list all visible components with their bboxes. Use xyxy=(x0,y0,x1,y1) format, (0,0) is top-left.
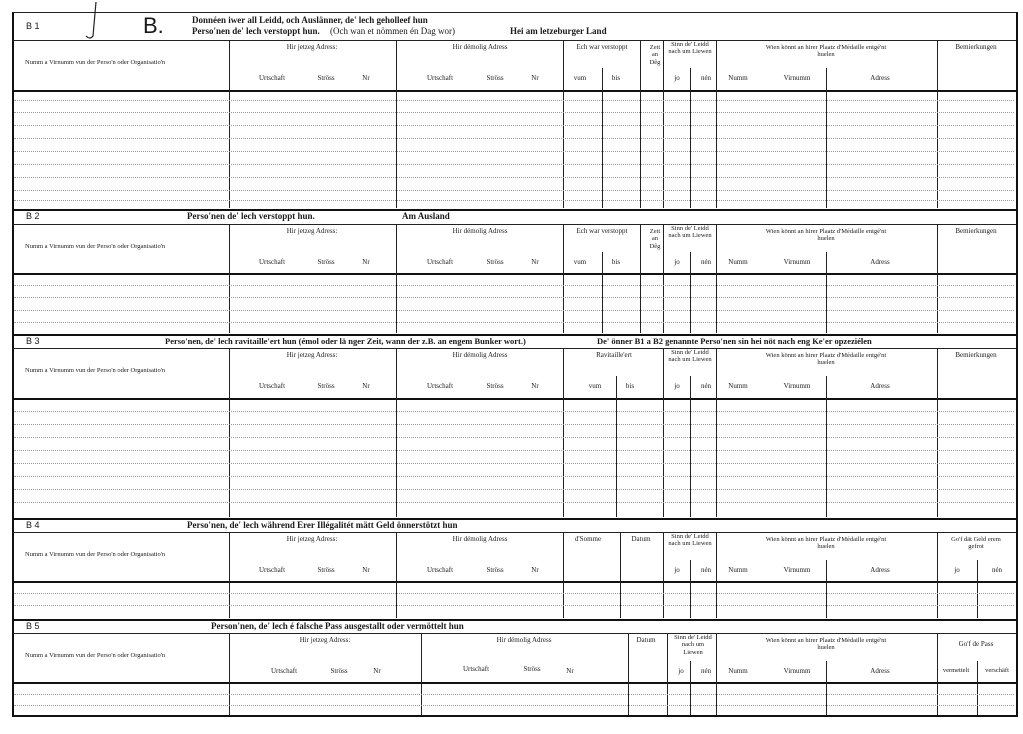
sub-number: Nr xyxy=(362,566,370,574)
entry-row-line xyxy=(14,285,1014,286)
yes-no-rule-right xyxy=(977,661,978,715)
sub-address: Adress xyxy=(870,74,890,82)
sub-issued: vermettelt xyxy=(942,667,970,674)
header-bottom-rule xyxy=(13,90,1016,92)
sub-address: Adress xyxy=(870,667,890,675)
page-right-border xyxy=(1016,12,1018,717)
sub-to: bis xyxy=(625,382,635,390)
section-id: B 4 xyxy=(26,520,40,530)
sub-last-name: Numm xyxy=(728,74,748,82)
sub-made: verschäft xyxy=(985,667,1009,674)
header-name: Numm a Virnumm vun der Perso'n oder Organisatio'n xyxy=(25,551,166,558)
entry-row-line xyxy=(14,190,1014,191)
column-rule xyxy=(229,224,230,333)
sub-number: Nr xyxy=(362,258,370,266)
yes-no-rule xyxy=(690,252,691,333)
header-time: Zeit an Dêg xyxy=(649,44,661,66)
sub-locality-former: Urtschaft xyxy=(426,382,454,390)
sub-street-former: Ströss xyxy=(486,258,504,266)
sub-last-name: Numm xyxy=(728,566,748,574)
header-medal: Wien könnt an hirer Plaatz d'Médaille entgé'nt huelen xyxy=(765,44,887,59)
sub-first-name: Virnumm xyxy=(783,566,811,574)
section-title: Person'nen, de' lech é falsche Pass ausgestallt oder vermöttelt hun xyxy=(211,621,464,631)
sub-number: Nr xyxy=(362,74,370,82)
sub-address: Adress xyxy=(870,382,890,390)
entry-row-line xyxy=(14,177,1014,178)
sub-from: vum xyxy=(588,382,602,390)
sub-last-name: Numm xyxy=(728,258,748,266)
page-bottom-border xyxy=(12,715,1017,717)
header-former-address: Hir démolig Adress xyxy=(496,636,552,644)
sub-no: nén xyxy=(700,258,712,266)
header-current-address: Hir jetzeg Adress: xyxy=(286,227,338,235)
sub-locality-former: Urtschaft xyxy=(426,258,454,266)
header-remarks: Bemierkungen xyxy=(955,351,997,359)
column-rule xyxy=(716,40,717,208)
sub-number: Nr xyxy=(373,667,381,675)
column-rule xyxy=(640,224,641,333)
sub-yes: jo xyxy=(674,382,680,390)
header-survivors: Sinn de' Leidd nach um Liewen xyxy=(668,533,712,548)
column-rule xyxy=(563,348,564,517)
entry-row-line xyxy=(14,125,1014,126)
header-bottom-rule xyxy=(13,682,1016,684)
section-title-place: Am Ausland xyxy=(402,211,450,221)
b1-title-line2: Perso'nen de' lech verstoppt hun. xyxy=(192,26,320,36)
sub-street-former: Ströss xyxy=(486,74,504,82)
column-rule xyxy=(667,633,668,715)
sub-from: vum xyxy=(573,258,587,266)
section-id: B 1 xyxy=(26,21,40,31)
entry-row-line xyxy=(14,151,1014,152)
header-survivors: Sinn de' Leidd nach um Liewen xyxy=(668,41,712,56)
sub-locality: Urtschaft xyxy=(270,667,298,675)
column-rule xyxy=(663,40,664,208)
b1-title-line1: Donnéen iwer all Leidd, och Auslänner, de' lech geholleef hun xyxy=(192,15,428,25)
column-rule xyxy=(396,224,397,333)
sub-to: bis xyxy=(611,258,621,266)
section-top-rule xyxy=(13,619,1016,621)
sub-locality: Urtschaft xyxy=(258,566,286,574)
header-hidden: Ech war verstoppt xyxy=(576,43,628,51)
header-bottom-rule xyxy=(13,398,1016,400)
sub-first-name: Virnumm xyxy=(783,258,811,266)
sub-to: bis xyxy=(611,74,621,82)
header-former-address: Hir démolig Adress xyxy=(452,351,508,359)
column-rule xyxy=(937,224,938,333)
header-date: Datum xyxy=(631,535,651,543)
page-left-border xyxy=(12,12,14,717)
entry-row-line xyxy=(14,164,1014,165)
sub-number-former: Nr xyxy=(531,566,539,574)
header-top-rule xyxy=(13,348,1016,349)
entry-row-line xyxy=(14,138,1014,139)
column-rule xyxy=(716,224,717,333)
sub-no-right: nén xyxy=(991,566,1003,574)
entry-row-line xyxy=(14,605,1014,606)
section-id: B 3 xyxy=(26,336,40,346)
sub-locality: Urtschaft xyxy=(258,258,286,266)
section-top-rule xyxy=(13,209,1016,211)
sub-address: Adress xyxy=(870,258,890,266)
sub-number-former: Nr xyxy=(531,258,539,266)
header-former-address: Hir démolig Adress xyxy=(452,43,508,51)
entry-row-line xyxy=(14,694,1014,695)
entry-row-line xyxy=(14,593,1014,594)
handwritten-mark-icon xyxy=(82,0,102,40)
sub-from: vum xyxy=(573,74,587,82)
sub-number-former: Nr xyxy=(566,667,574,675)
sub-locality-former: Urtschaft xyxy=(462,665,490,673)
column-rule xyxy=(640,40,641,208)
header-current-address: Hir jetzeg Adress: xyxy=(286,535,338,543)
section-title: Perso'nen, de' lech während Erer Illégalitét mätt Geld önnerstötzt hun xyxy=(187,520,458,530)
b1-title-place: Hei am letzeburger Land xyxy=(510,26,607,36)
header-sum: d'Somme xyxy=(574,535,602,543)
from-to-rule xyxy=(602,252,603,333)
section-title: Perso'nen de' lech verstoppt hun. xyxy=(187,211,315,221)
medal-address-rule xyxy=(826,376,827,517)
sub-street: Ströss xyxy=(317,566,335,574)
sub-yes: jo xyxy=(674,258,680,266)
sub-address: Adress xyxy=(870,566,890,574)
sub-last-name: Numm xyxy=(728,667,748,675)
page-letter-b: B. xyxy=(143,13,164,38)
header-top-rule xyxy=(13,633,1016,634)
sub-no: nén xyxy=(700,667,712,675)
header-name: Numm a Virnumm vun der Perso'n oder Organisatio'n xyxy=(25,367,166,374)
column-rule xyxy=(663,348,664,517)
entry-row-line xyxy=(14,310,1014,311)
header-medal: Wien könnt an hirer Plaatz d'Médaille entgé'nt huelen xyxy=(765,637,887,652)
header-current-address: Hir jetzeg Adress: xyxy=(286,43,338,51)
yes-no-rule xyxy=(690,560,691,618)
sub-first-name: Virnumm xyxy=(783,382,811,390)
from-to-rule xyxy=(616,376,617,517)
entry-row-line xyxy=(14,450,1014,451)
header-medal: Wien könnt an hirer Plaatz d'Médaille entgé'nt huelen xyxy=(765,352,887,367)
sub-locality: Urtschaft xyxy=(258,382,286,390)
header-top-rule xyxy=(13,224,1016,225)
entry-row-line xyxy=(14,322,1014,323)
column-rule xyxy=(716,633,717,715)
header-current-address: Hir jetzeg Adress: xyxy=(286,351,338,359)
column-rule xyxy=(229,348,230,517)
sub-street-former: Ströss xyxy=(523,665,541,673)
sub-street: Ströss xyxy=(330,667,348,675)
header-name: Numm a Virnumm vun der Perso'n oder Organisatio'n xyxy=(25,59,166,66)
sub-street: Ströss xyxy=(317,74,335,82)
entry-row-line xyxy=(14,411,1014,412)
header-time: Zeit an Dêg xyxy=(649,228,661,250)
header-remarks: Bemierkungen xyxy=(955,43,997,51)
medal-address-rule xyxy=(826,252,827,333)
sub-yes: jo xyxy=(674,566,680,574)
yes-no-rule-right xyxy=(977,560,978,618)
section-top-rule xyxy=(13,518,1016,520)
medal-address-rule xyxy=(826,560,827,618)
header-name: Numm a Virnumm vun der Perso'n oder Organisatio'n xyxy=(25,652,166,659)
sub-street-former: Ströss xyxy=(486,382,504,390)
entry-row-line xyxy=(14,100,1014,101)
header-name: Numm a Virnumm vun der Perso'n oder Organisatio'n xyxy=(25,243,166,250)
column-rule xyxy=(421,633,422,715)
header-remarks: Bemierkungen xyxy=(955,227,997,235)
entry-row-line xyxy=(14,200,1014,201)
header-medal: Wien könnt an hirer Plaatz d'Médaille entgé'nt huelen xyxy=(765,228,887,243)
header-former-address: Hir démolig Adress xyxy=(452,227,508,235)
medal-address-rule xyxy=(826,661,827,715)
yes-no-rule xyxy=(690,376,691,517)
column-rule xyxy=(229,633,230,715)
entry-row-line xyxy=(14,476,1014,477)
header-passport: Go'f de Pass xyxy=(958,640,994,648)
sub-street: Ströss xyxy=(317,382,335,390)
column-rule xyxy=(563,40,564,208)
header-top-rule xyxy=(13,40,1016,41)
header-date: Datum xyxy=(636,636,656,644)
header-survivors: Sinn de' Leidd nach um Liewen xyxy=(668,225,712,240)
sub-yes: jo xyxy=(678,667,684,675)
sub-locality: Urtschaft xyxy=(258,74,286,82)
entry-row-line xyxy=(14,705,1014,706)
sub-locality-former: Urtschaft xyxy=(426,74,454,82)
sub-locality-former: Urtschaft xyxy=(426,566,454,574)
column-rule xyxy=(937,348,938,517)
header-supplied: Ravitaille'ert xyxy=(596,351,632,359)
header-top-rule xyxy=(13,532,1016,533)
sub-street: Ströss xyxy=(317,258,335,266)
header-survivors: Sinn de' Leidd nach um Liewen xyxy=(674,634,712,656)
column-rule xyxy=(937,40,938,208)
header-medal: Wien könnt an hirer Plaatz d'Médaille entgé'nt huelen xyxy=(765,536,887,551)
b1-title-note: (Och wan et nömmen én Dag wor) xyxy=(330,26,455,36)
column-rule xyxy=(396,348,397,517)
section-id: B 5 xyxy=(26,621,40,631)
sub-yes-right: jo xyxy=(954,566,960,574)
column-rule xyxy=(396,40,397,208)
section-title-note: De' önner B1 a B2 genannte Perso'nen sin hei nöt nach eng Ke'er opzeziélen xyxy=(597,336,872,346)
entry-row-line xyxy=(14,112,1014,113)
sub-number-former: Nr xyxy=(531,74,539,82)
header-current-address: Hir jetzeg Adress: xyxy=(299,636,351,644)
section-id: B 2 xyxy=(26,211,40,221)
section-top-rule xyxy=(13,12,1016,13)
entry-row-line xyxy=(14,489,1014,490)
entry-row-line xyxy=(14,463,1014,464)
entry-row-line xyxy=(14,424,1014,425)
header-former-address: Hir démolig Adress xyxy=(452,535,508,543)
yes-no-rule xyxy=(690,661,691,715)
column-rule xyxy=(716,348,717,517)
entry-row-line xyxy=(14,502,1014,503)
header-survivors: Sinn de' Leidd nach um Liewen xyxy=(668,349,712,364)
sub-street-former: Ströss xyxy=(486,566,504,574)
header-money-returned: Go'f dät Geld erem gefrot xyxy=(951,536,1001,551)
column-rule xyxy=(663,224,664,333)
sub-number: Nr xyxy=(362,382,370,390)
section-title: Perso'nen, de' lech ravitaille'ert hun (émol oder lä nger Zeit, wann der z.B. an engem Bunker wort.) xyxy=(165,336,526,346)
sub-no: nén xyxy=(700,382,712,390)
sub-last-name: Numm xyxy=(728,382,748,390)
column-rule xyxy=(563,224,564,333)
entry-row-line xyxy=(14,297,1014,298)
header-hidden: Ech war verstoppt xyxy=(576,227,628,235)
sub-no: nén xyxy=(700,566,712,574)
column-rule xyxy=(229,40,230,208)
entry-row-line xyxy=(14,437,1014,438)
sub-no: nén xyxy=(700,74,712,82)
sub-yes: jo xyxy=(674,74,680,82)
sub-first-name: Virnumm xyxy=(783,667,811,675)
sub-first-name: Virnumm xyxy=(783,74,811,82)
header-bottom-rule xyxy=(13,581,1016,583)
column-rule xyxy=(628,633,629,715)
header-bottom-rule xyxy=(13,273,1016,275)
column-rule xyxy=(937,633,938,715)
sub-number-former: Nr xyxy=(531,382,539,390)
